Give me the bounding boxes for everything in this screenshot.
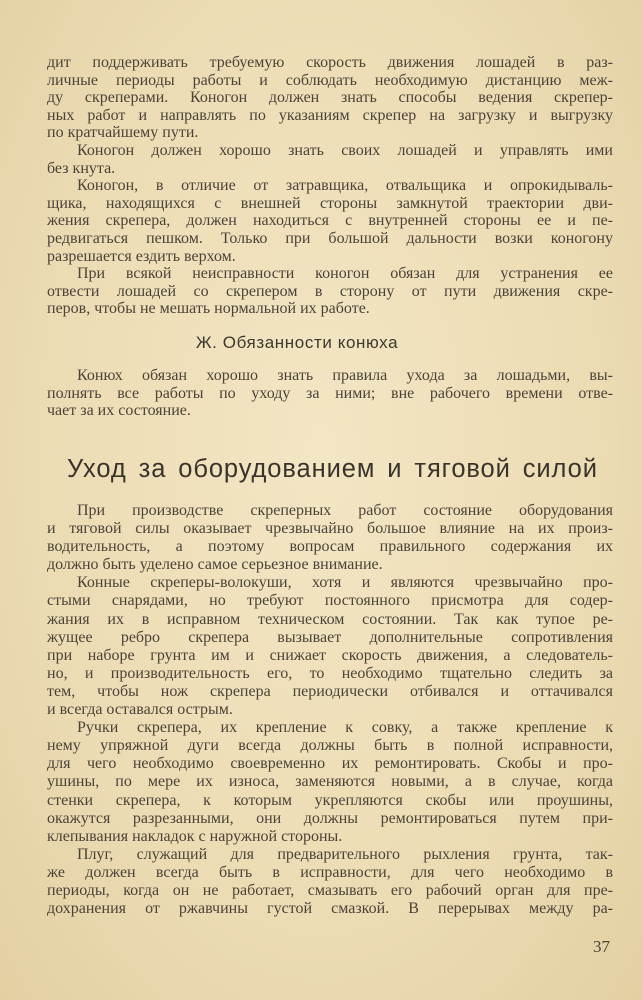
text-line: Конные скреперы-волокуши, хотя и являются чрезвычайно про- [77, 574, 613, 592]
text-line: чает за их состояние. [47, 402, 191, 420]
text-line: же должен всегда быть в исправности, для чего необходимо в [47, 863, 613, 881]
chapter-heading: Уход за оборудованием и тяговой силой [67, 455, 598, 483]
text-line: и всегда оставался острым. [47, 701, 233, 719]
text-line: отвести лошадей со скрепером в сторону от пути движения скре- [47, 282, 613, 300]
text-line: ных работ и направлять по указаниям скрепер на загрузку и выгрузку [47, 106, 613, 124]
text-line: периоды, когда он не работает, смазывать его рабочий орган для пре- [47, 881, 613, 899]
text-line: жения скрепера, должен находиться с внутренней стороны ее и пе- [47, 212, 613, 230]
page-number: 37 [593, 937, 610, 956]
text-line: по кратчайшему пути. [47, 124, 199, 142]
text-line: должно быть уделено самое серьезное внимание. [47, 556, 383, 574]
text-line: стенки скрепера, к которым укрепляются скобы или проушины, [47, 791, 613, 809]
text-section-konyuh [47, 367, 613, 420]
text-line: Плуг, служащий для предварительного рыхления грунта, так- [77, 845, 613, 863]
text-line: Коногон должен хорошо знать своих лошадей и управлять ими [77, 141, 613, 159]
paragraph [47, 367, 613, 420]
text-line: и тяговой силы оказывает чрезвычайно большое влияние на их произ- [47, 520, 613, 538]
text-line: Конюх обязан хорошо знать правила ухода за лошадьми, вы- [77, 367, 613, 384]
text-line: дит поддерживать требуемую скорость движения лошадей в раз- [47, 54, 613, 71]
text-line: При всякой неисправности коногон обязан для устранения ее [77, 265, 613, 283]
text-line: тем, чтобы нож скрепера периодически отбивался и оттачивался [47, 682, 613, 700]
text-line: разрешается ездить верхом. [47, 247, 236, 265]
text-line: редвигаться пешком. Только при большой дальности возки коногону [47, 229, 613, 247]
text-line: перов, чтобы не мешать нормальной их работе. [47, 300, 370, 318]
text-line: нему упряжной дуги всегда должны быть в полной исправности, [47, 737, 613, 755]
text-line: окажутся разрезанными, они должны ремонтироваться путем при- [47, 809, 613, 827]
text-line: без кнута. [47, 159, 116, 177]
paragraph [47, 502, 613, 574]
text-line: при наборе грунта им и снижает скорость движения, а следователь- [47, 646, 613, 664]
text-line: ушины, по мере их износа, заменяются новыми, а в случае, когда [47, 773, 613, 791]
text-line: При производстве скреперных работ состояние оборудования [77, 502, 613, 519]
text-line: для чего необходимо своевременно их ремонтировать. Скобы и про- [47, 755, 613, 773]
text-line: дохранения от ржавчины густой смазкой. В перерывах между ра- [47, 900, 613, 918]
text-line: клепывания накладок с наружной стороны. [47, 827, 343, 845]
text-line: водительность, а поэтому вопросам правильного содержания их [47, 538, 613, 556]
paragraph [47, 846, 613, 918]
text-line: жания их в исправном техническом состоянии. Так как тупое ре- [47, 610, 613, 628]
paragraph [47, 265, 613, 318]
text-line: стыми снарядами, но требуют постоянного присмотра для содер- [47, 592, 613, 610]
subheading-konyuh-duties: Ж. Обязанности конюха [195, 333, 399, 352]
text-section-konogon [47, 54, 613, 318]
text-line: полнять все работы по уходу за ними; вне рабочего времени отве- [47, 384, 613, 402]
paragraph [47, 54, 613, 142]
text-line: личные периоды работы и соблюдать необходимую дистанцию меж- [47, 71, 613, 89]
paragraph [47, 719, 613, 846]
text-line: Коногон, в отличие от затравщика, отвальщика и опрокидываль- [77, 177, 613, 195]
paragraph [47, 574, 613, 719]
text-line: ду скреперами. Коногон должен знать способы ведения скрепер- [47, 89, 613, 107]
text-line: Ручки скрепера, их крепление к совку, а также крепление к [77, 719, 613, 737]
text-line: жущее ребро скрепера вызывает дополнительные сопротивления [47, 628, 613, 646]
paragraph [47, 142, 613, 177]
text-line: щика, находящихся с внешней стороны замкнутой траектории дви- [47, 194, 613, 212]
text-line: но, и производительность его, то необходимо тщательно следить за [47, 664, 613, 682]
paragraph [47, 177, 613, 265]
text-section-equipment-care [47, 502, 613, 918]
